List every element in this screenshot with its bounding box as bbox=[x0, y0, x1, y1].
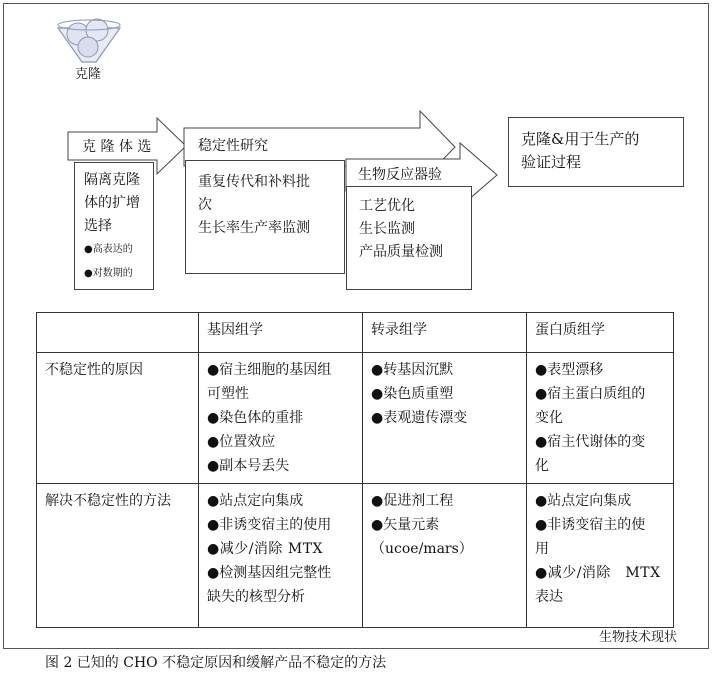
table-header-row bbox=[37, 313, 674, 353]
cell-item: ●非诱变宿主的使用 bbox=[207, 517, 332, 533]
validation-box bbox=[508, 117, 684, 187]
cell-item: ●表型漂移 bbox=[535, 362, 604, 378]
cell-item: ●位置效应 bbox=[207, 434, 276, 450]
bioreactor-line: 产品质量检测 bbox=[359, 244, 443, 260]
cell-item: ●转基因沉默 bbox=[371, 362, 454, 378]
cell-item: ●减少/消除 MTX bbox=[207, 541, 324, 557]
cell-item: ●宿主细胞的基因组 bbox=[207, 362, 332, 378]
table-header-cell: 基因组学 bbox=[199, 313, 363, 353]
cell-item: ●宿主蛋白质组的 bbox=[535, 386, 646, 402]
cell-item: ●非诱变宿主的使 bbox=[535, 517, 646, 533]
figure-caption: 图 2 已知的 CHO 不稳定原因和缓解产品不稳定的方法 bbox=[45, 655, 387, 671]
cell-item: ●促进剂工程 bbox=[371, 493, 454, 509]
transcriptomics-cell bbox=[363, 353, 527, 484]
clone-selection-bullet: ●对数期的 bbox=[84, 268, 133, 279]
clone-selection-box bbox=[74, 162, 154, 290]
cell-item: ●宿主代谢体的变 bbox=[535, 434, 646, 450]
bioreactor-line: 工艺优化 bbox=[359, 198, 415, 214]
stability-study-line: 重复传代和补料批 bbox=[198, 174, 310, 190]
bioreactor-title: 生物反应器验 bbox=[358, 167, 442, 183]
stability-study-box bbox=[185, 160, 345, 274]
bioreactor-line: 生长监测 bbox=[359, 221, 415, 237]
table-header-cell: 转录组学 bbox=[363, 313, 527, 353]
row-label: 解决不稳定性的方法 bbox=[37, 484, 199, 628]
transcriptomics-cell bbox=[363, 484, 527, 628]
proteomics-cell bbox=[527, 484, 674, 628]
instability-table bbox=[36, 312, 674, 628]
clone-selection-bullet: ●高表达的 bbox=[84, 244, 133, 255]
cell-item: ●染色质重塑 bbox=[371, 386, 454, 402]
cell-item: 表达 bbox=[535, 589, 563, 605]
funnel-icon bbox=[58, 19, 120, 62]
proteomics-cell bbox=[527, 353, 674, 484]
cell-item: ●矢量元素 bbox=[371, 517, 440, 533]
validation-line: 克隆&用于生产的 bbox=[521, 130, 640, 148]
cell-item: 用 bbox=[535, 541, 549, 557]
source-credit: 生物技术现状 bbox=[598, 630, 677, 645]
table-row bbox=[37, 484, 674, 628]
logo-label: 克隆 bbox=[75, 67, 102, 82]
genomics-cell bbox=[199, 484, 363, 628]
table-header-cell bbox=[37, 313, 199, 353]
clone-selection-line: 隔离克隆 bbox=[84, 172, 140, 188]
cell-item: 可塑性 bbox=[207, 386, 249, 402]
genomics-cell bbox=[199, 353, 363, 484]
cell-item: 变化 bbox=[535, 410, 563, 426]
cell-item: ●站点定向集成 bbox=[207, 493, 304, 509]
table-header-cell: 蛋白质组学 bbox=[527, 313, 674, 353]
stability-study-title: 稳定性研究 bbox=[198, 138, 268, 154]
cell-item: ●检测基因组完整性 bbox=[207, 565, 332, 581]
cell-item: ●站点定向集成 bbox=[535, 493, 632, 509]
clone-selection-line: 选择 bbox=[84, 218, 112, 234]
table-row bbox=[37, 353, 674, 484]
clone-selection-title: 克 隆 体 选 bbox=[82, 139, 152, 155]
bioreactor-box bbox=[346, 186, 472, 290]
stability-study-line: 生长率生产率监测 bbox=[198, 220, 310, 236]
row-label: 不稳定性的原因 bbox=[37, 353, 199, 484]
cell-item: 缺失的核型分析 bbox=[207, 589, 305, 605]
clone-selection-line: 体的扩增 bbox=[84, 195, 140, 211]
cell-item: ●表观遗传漂变 bbox=[371, 410, 468, 426]
cell-item: ●副本号丢失 bbox=[207, 458, 290, 474]
validation-line: 验证过程 bbox=[521, 153, 582, 171]
cell-item: （ucoe/mars） bbox=[371, 541, 473, 557]
stability-study-line: 次 bbox=[198, 197, 212, 213]
cell-item: ●减少/消除 MTX bbox=[535, 565, 661, 581]
cell-item: ●染色体的重排 bbox=[207, 410, 304, 426]
cell-item: 化 bbox=[535, 458, 549, 474]
